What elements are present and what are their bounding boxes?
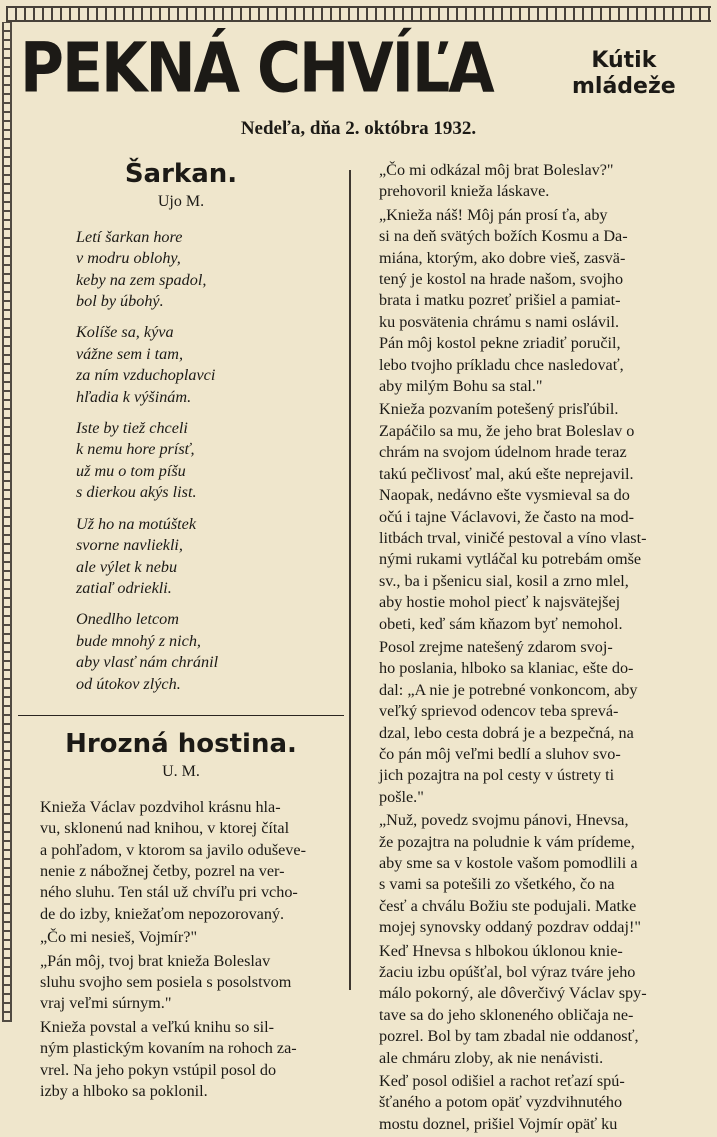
story-author: U. M. (162, 763, 200, 781)
text-line: chrám na svojom údelnom hrade teraz (379, 443, 627, 462)
poem-stanza (76, 514, 344, 600)
text-line: Keď posol odišiel a rachot reťazí spú- (379, 1072, 625, 1091)
text-line: dzal, lebo cesta dobrá je a bezpečná, na (379, 723, 634, 742)
masthead (20, 26, 710, 112)
story-paragraph (357, 637, 697, 808)
text-line: de do izby, kniežaťom nepozorovaný. (40, 904, 285, 923)
text-line: keby na zem spadol, (76, 270, 207, 289)
text-line: Knieža pozvaním potešený prisľúbil. (379, 400, 619, 419)
text-line: šťaného a potom opäť vyzdvihnutého (379, 1093, 623, 1112)
text-line: izby a hlboko sa poklonil. (40, 1082, 208, 1101)
text-line: od útokov zlých. (76, 674, 181, 693)
text-line: vrel. Na jeho pokyn vstúpil posol do (40, 1060, 277, 1079)
text-line: „Pán môj, tvoj brat knieža Boleslav (40, 951, 271, 970)
text-line: miána, ktorým, ako dobre vieš, zasvä- (379, 248, 626, 267)
text-line: v modru oblohy, (76, 249, 181, 268)
text-line: už mu o tom píšu (76, 461, 186, 480)
text-line: bol by úbohý. (76, 292, 164, 311)
text-line: „Čo mi odkázal môj brat Boleslav?" (379, 161, 614, 179)
text-line: zatiaľ odriekli. (76, 578, 172, 597)
text-line: litbách trval, viničé pestoval a víno vlast- (379, 528, 647, 547)
text-line: Posol zrejme natešený zdarom svoj- (379, 637, 613, 656)
text-line: tave sa do jeho skloneného obličaja ne- (379, 1005, 634, 1024)
text-line: čo pán môj veľmi bedlí a sluhov svo- (379, 744, 621, 763)
text-line: ale výlet k nebu (76, 557, 178, 576)
left-column (18, 152, 344, 1104)
text-line: Knieža povstal a veľkú knihu so sil- (40, 1017, 275, 1036)
text-line: Už ho na motúštek (76, 514, 197, 533)
text-line: že pozajtra na poludnie k vám prídeme, (379, 832, 635, 851)
text-line: sv., ba i pšenicu sial, kosil a zrno mlel, (379, 571, 629, 590)
masthead-title: PEKNÁ CHVÍĽA (20, 28, 493, 109)
text-line: Pán môj kostol pekne zriadiť poručil, (379, 334, 621, 353)
ornamental-border-left (2, 22, 12, 1022)
text-line: Keď Hnevsa s hlbokou úklonou knie- (379, 941, 623, 960)
right-column (357, 160, 697, 1137)
text-line: pošle." (379, 787, 424, 806)
text-line: takú pečlivosť mal, akú ešte neprejavil. (379, 464, 634, 483)
issue-date: Nedeľa, dňa 2. októbra 1932. (240, 118, 477, 139)
story-paragraph (357, 941, 697, 1069)
text-line: Kolíše sa, kýva (76, 323, 174, 342)
story-paragraph (357, 810, 697, 938)
story-paragraph (18, 1017, 344, 1103)
poem-stanza (76, 609, 344, 695)
text-line: Iste by tiež chceli (76, 419, 188, 438)
text-line: nými rukami vytláčal ku potrebám omše (379, 550, 642, 569)
text-line: aby hostie mohol piecť k najsvätejšej (379, 593, 621, 612)
text-line: málo pokorný, ale dôverčivý Václav spy- (379, 984, 647, 1003)
text-line: aby milým Bohu sa stal." (379, 377, 543, 396)
story-paragraph (18, 797, 344, 925)
text-line: ale chmáru zloby, ak nie nenávisti. (379, 1048, 604, 1067)
text-line: za ním vzduchoplavci (76, 366, 216, 385)
text-line: hľadia k výšinám. (76, 387, 192, 406)
text-line: k nemu hore prísť, (76, 440, 195, 459)
story-paragraph (357, 399, 697, 634)
text-line: Letí šarkan hore (76, 227, 183, 246)
poem-title: Šarkan. (124, 159, 238, 189)
text-line: česť a chválu Božiu ste podujali. Matke (379, 896, 637, 915)
text-line: svorne navliekli, (76, 536, 183, 555)
text-line: vraj veľmi súrnym." (40, 994, 172, 1013)
text-line: mojej synovsky oddaný pozdrav oddaj!" (379, 918, 641, 937)
text-line: ku posvätenia chrámu s nami oslávil. (379, 312, 620, 331)
text-line: obeti, keď sám kňazom byť nemohol. (379, 614, 623, 633)
text-line: s vami sa potešili zo všetkého, čo na (379, 875, 615, 894)
text-line: lebo tvojho príkladu chce nasledovať, (379, 355, 624, 374)
text-line: prehovoril knieža láskave. (379, 182, 550, 201)
column-divider (349, 170, 351, 990)
text-line: dal: „A nie je potrebné vonkoncom, aby (379, 680, 638, 699)
text-line: aby sme sa v kostole vašom pomodlili a (379, 854, 638, 872)
poem-stanza (76, 418, 344, 504)
text-line: Onedlho letcom (76, 610, 179, 629)
text-line: „Čo mi nesieš, Vojmír?" (40, 928, 198, 947)
poem-stanzas (18, 227, 344, 695)
text-line: Zapáčilo sa mu, že jeho brat Boleslav o (379, 421, 635, 440)
text-line: „Knieža náš! Môj pán prosí ťa, aby (379, 205, 608, 224)
text-line: Naopak, nedávno ešte vysmieval sa do (379, 486, 630, 505)
text-line: očú i tajne Václavovi, že často na mod- (379, 507, 635, 526)
ornamental-border-top (6, 6, 711, 22)
text-line: „Nuž, povedz svojmu pánovi, Hnevsa, (379, 811, 629, 830)
masthead-subtitle-line2: mládeže (572, 74, 676, 99)
text-line: a pohľadom, v ktorom sa javilo oduševe- (40, 840, 306, 859)
story-paragraph (357, 205, 697, 398)
masthead-subtitle (572, 48, 676, 100)
text-line: si na deň svätých božích Kosmu a Da- (379, 227, 628, 246)
text-line: mostu doznel, prišiel Vojmír opäť ku (379, 1114, 618, 1133)
text-line: s dierkou akýs list. (76, 483, 197, 502)
story-paragraph (357, 1071, 697, 1135)
text-line: brata i matku pozreť prišiel a pamiat- (379, 291, 621, 310)
text-line: tený je kostol na hrade našom, svojho (379, 270, 624, 289)
text-line: ho poslania, hlboko sa klaniac, ešte do- (379, 659, 634, 678)
poem-stanza (76, 322, 344, 408)
text-line: vážne sem i tam, (76, 344, 183, 363)
text-line: Knieža Václav pozdvihol krásnu hla- (40, 797, 281, 816)
story-title: Hrozná hostina. (18, 715, 344, 755)
text-line: bude mnohý z nich, (76, 631, 201, 650)
text-line: vu, sklonenú nad knihou, v ktorej čítal (40, 819, 290, 838)
text-line: veľký sprievod odencov teba sprevá- (379, 702, 619, 721)
poem-stanza (76, 227, 344, 313)
text-line: žaciu izbu opúšťal, bol výraz tváre jeho (379, 963, 636, 982)
text-line: jich pozajtra na pol cesty v ústrety ti (379, 766, 615, 785)
story-right-text (357, 160, 697, 1135)
poem-author: Ujo M. (157, 193, 205, 211)
story-left-text (18, 797, 344, 1103)
story-paragraph (357, 160, 697, 203)
text-line: aby vlasť nám chránil (76, 653, 219, 672)
text-line: ným plastickým kovaním na rohoch za- (40, 1039, 297, 1058)
text-line: ného sluhu. Ten stál už chvíľu pri vcho- (40, 883, 298, 902)
masthead-subtitle-line1: Kútik (591, 48, 657, 73)
text-line: nenie z nábožnej četby, pozrel na ver- (40, 861, 285, 880)
story-paragraph (18, 951, 344, 1015)
text-line: sluhu svojho sem posiela s posolstvom (40, 973, 292, 991)
text-line: pozrel. Bol by tam zbadal nie oddanosť, (379, 1027, 639, 1046)
story-paragraph (18, 927, 344, 948)
